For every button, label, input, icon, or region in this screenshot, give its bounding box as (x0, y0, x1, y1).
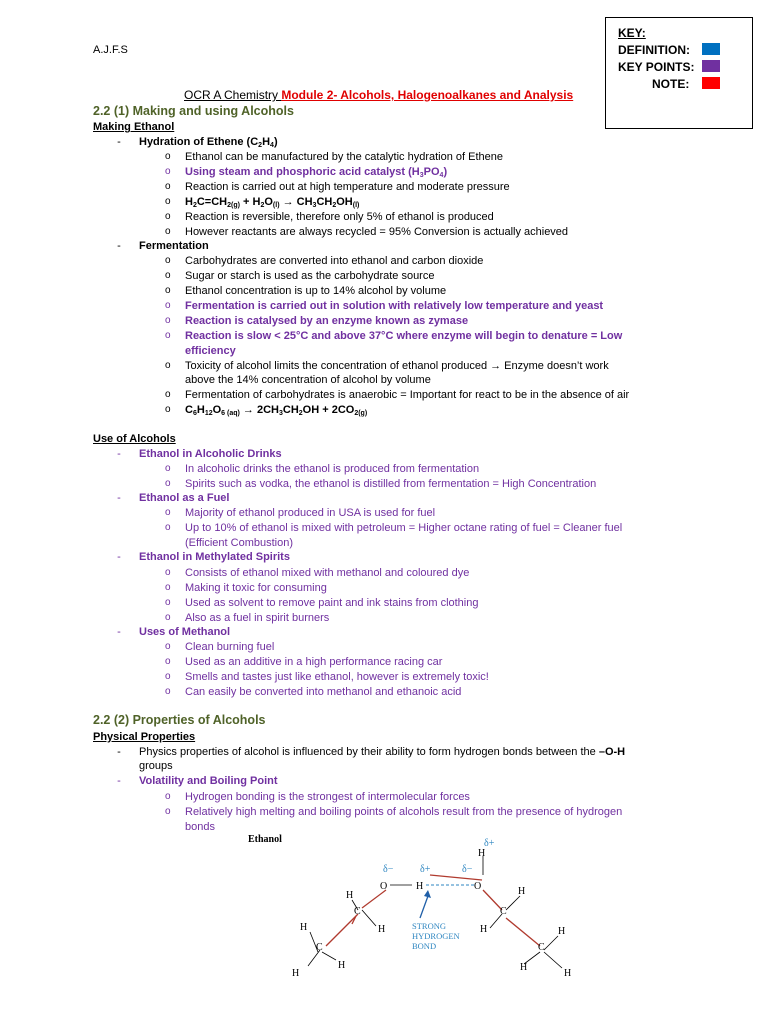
dash-bullet: - (117, 136, 121, 148)
circle-bullet: o (165, 671, 171, 682)
circle-bullet: o (165, 656, 171, 667)
circle-bullet: o (165, 181, 171, 192)
physical-intro (139, 746, 625, 759)
atom-hydrogen: H (338, 960, 346, 971)
key-keypoints-label: KEY POINTS: (618, 60, 695, 74)
key-keypoints-swatch (702, 60, 720, 72)
hydration-point: Reaction is reversible, therefore only 5% of ethanol is produced (185, 211, 494, 223)
circle-bullet: o (165, 522, 171, 533)
section-heading-making-using: 2.2 (1) Making and using Alcohols (93, 104, 294, 118)
key-title: KEY: (618, 26, 646, 40)
circle-bullet: o (165, 612, 171, 623)
callout-text-line: BOND (412, 941, 437, 951)
atom-oxygen: O (474, 881, 482, 892)
circle-bullet: o (165, 806, 171, 817)
atom-hydrogen: H (378, 924, 386, 935)
oh-group-label: –O-H (598, 746, 626, 758)
key-definition-label: DEFINITION: (618, 43, 690, 57)
circle-bullet: o (165, 791, 171, 802)
use-point: Making it toxic for consuming (185, 582, 327, 594)
fermentation-point-key-cont: efficiency (185, 345, 236, 357)
hydration-point: Ethanol can be manufactured by the catalytic hydration of Ethene (185, 151, 503, 163)
fermentation-point: Ethanol concentration is up to 14% alcohol by volume (185, 285, 447, 297)
use-title: Ethanol in Alcoholic Drinks (139, 448, 282, 460)
subheading-making-ethanol: Making Ethanol (93, 121, 175, 133)
use-point: Can easily be converted into methanol and ethanoic acid (185, 686, 462, 698)
atom-oxygen: O (380, 881, 388, 892)
use-point: Used as an additive in a high performance racing car (185, 656, 443, 668)
circle-bullet: o (165, 478, 171, 489)
use-point: Also as a fuel in spirit burners (185, 612, 330, 624)
circle-bullet: o (165, 226, 171, 237)
circle-bullet: o (165, 404, 171, 415)
use-point: Used as solvent to remove paint and ink stains from clothing (185, 597, 479, 609)
use-point: Spirits such as vodka, the ethanol is distilled from fermentation = High Concentration (185, 478, 597, 490)
circle-bullet: o (165, 196, 171, 207)
callout-text-line: STRONG (412, 921, 447, 931)
atom-hydrogen: H (346, 890, 354, 901)
volatility-title: Volatility and Boiling Point (139, 775, 278, 787)
hydrogen-bond-diagram (240, 828, 600, 988)
circle-bullet: o (165, 166, 171, 177)
circle-bullet: o (165, 270, 171, 281)
dash-bullet: - (117, 775, 121, 787)
dash-bullet: - (117, 240, 121, 252)
circle-bullet: o (165, 389, 171, 400)
circle-bullet: o (165, 641, 171, 652)
atom-carbon: C (500, 906, 507, 917)
physical-intro-cont: groups (139, 760, 173, 772)
atom-hydrogen: H (558, 926, 566, 937)
callout-arrowhead (424, 890, 431, 898)
atom-hydrogen: H (416, 881, 424, 892)
use-point: Clean burning fuel (185, 641, 275, 653)
circle-bullet: o (165, 597, 171, 608)
title-module: Module 2- Alcohols, Halogenoalkanes and Analysis (281, 88, 574, 102)
atom-hydrogen: H (480, 924, 488, 935)
volatility-point-cont: bonds (185, 821, 215, 833)
subheading-use-of-alcohols: Use of Alcohols (93, 433, 176, 445)
key-note-swatch (702, 77, 720, 89)
use-title: Ethanol in Methylated Spirits (139, 551, 290, 563)
key-note-label: NOTE: (652, 77, 690, 91)
physical-intro-text: Physics properties of alcohol is influenced by their ability to form hydrogen bonds between the (139, 746, 599, 758)
volatility-point: Hydrogen bonding is the strongest of intermolecular forces (185, 791, 470, 803)
key-definition-swatch (702, 43, 720, 55)
fermentation-point-cont: above the 14% concentration of alcohol by volume (185, 374, 431, 386)
use-point: Consists of ethanol mixed with methanol and coloured dye (185, 567, 470, 579)
circle-bullet: o (165, 507, 171, 518)
atom-hydrogen: H (564, 968, 572, 979)
use-point: Smells and tastes just like ethanol, however is extremely toxic! (185, 671, 489, 683)
circle-bullet: o (165, 567, 171, 578)
atom-carbon: C (538, 942, 545, 953)
hydration-title: Hydration of Ethene $(C_2H_4)$ (139, 136, 278, 149)
use-title: Uses of Methanol (139, 626, 231, 638)
use-point-cont: (Efficient Combustion) (185, 537, 294, 549)
use-point: In alcoholic drinks the ethanol is produced from fermentation (185, 463, 480, 475)
dash-bullet: - (117, 551, 121, 563)
circle-bullet: o (165, 330, 171, 341)
dash-bullet: - (117, 626, 121, 638)
circle-bullet: o (165, 300, 171, 311)
circle-bullet: o (165, 285, 171, 296)
atom-hydrogen: H (292, 968, 300, 979)
document-title (184, 88, 573, 102)
circle-bullet: o (165, 686, 171, 697)
atom-hydrogen: H (518, 886, 526, 897)
delta-minus-label: δ− (383, 864, 394, 875)
fermentation-point-key: Reaction is catalysed by an enzyme known as zymase (185, 315, 469, 327)
atom-carbon: C (316, 942, 323, 953)
fermentation-point-key: Fermentation is carried out in solution with relatively low temperature and yeast (185, 300, 604, 312)
dash-bullet: - (117, 492, 121, 504)
volatility-point: Relatively high melting and boiling points of alcohols result from the presence of hydrogen (185, 806, 623, 818)
circle-bullet: o (165, 360, 171, 371)
dash-bullet: - (117, 746, 121, 758)
atom-carbon: C (354, 906, 361, 917)
fermentation-title: Fermentation (139, 240, 209, 252)
hydration-point: However reactants are always recycled = 95% Conversion is actually achieved (185, 226, 569, 238)
diagram-title: Ethanol (248, 834, 282, 845)
atom-hydrogen: H (520, 962, 528, 973)
delta-plus-label: δ+ (420, 864, 431, 875)
fermentation-equation: $C_6H_{12}O_{6 (aq)} \to 2CH_3CH_2OH + 2CO_{2(g)}$ (185, 404, 368, 417)
colour-key-box (605, 17, 753, 129)
atom-hydrogen: H (300, 922, 308, 933)
callout-text-line: HYDROGEN (412, 931, 460, 941)
delta-plus-label-2: δ+ (484, 838, 495, 849)
hydration-equation: $H_2C=CH_{2(g)} + H_2O_{(l)} \to CH_3CH_2OH_{(l)}$ (185, 196, 360, 209)
callout-arrow (420, 896, 428, 918)
fermentation-point: Fermentation of carbohydrates is anaerobic = Important for react to be in the absence of air (185, 389, 630, 401)
fermentation-point: Toxicity of alcohol limits the concentration of ethanol produced → Enzyme doesn’t work (185, 360, 609, 372)
circle-bullet: o (165, 255, 171, 266)
dash-bullet: - (117, 448, 121, 460)
circle-bullet: o (165, 211, 171, 222)
hydration-point-key: Using steam and phosphoric acid catalyst $(H_3PO_4)$ (185, 166, 448, 179)
author-initials: A.J.F.S (93, 44, 128, 56)
title-course: OCR A Chemistry (184, 88, 282, 102)
delta-minus-label-2: δ− (462, 864, 473, 875)
h-bonds-lines (308, 856, 562, 968)
use-point: Up to 10% of ethanol is mixed with petroleum = Higher octane rating of fuel = Cleaner fuel (185, 522, 623, 534)
circle-bullet: o (165, 463, 171, 474)
circle-bullet: o (165, 582, 171, 593)
subheading-physical-properties: Physical Properties (93, 731, 196, 743)
section-heading-properties: 2.2 (2) Properties of Alcohols (93, 713, 266, 727)
hydration-point: Reaction is carried out at high temperature and moderate pressure (185, 181, 510, 193)
fermentation-point: Sugar or starch is used as the carbohydrate source (185, 270, 435, 282)
circle-bullet: o (165, 315, 171, 326)
fermentation-point-key: Reaction is slow < 25°C and above 37°C where enzyme will begin to denature = Low (185, 330, 623, 342)
use-point: Majority of ethanol produced in USA is used for fuel (185, 507, 436, 519)
use-title: Ethanol as a Fuel (139, 492, 230, 504)
fermentation-point: Carbohydrates are converted into ethanol and carbon dioxide (185, 255, 484, 267)
atom-hydrogen: H (478, 848, 486, 859)
circle-bullet: o (165, 151, 171, 162)
